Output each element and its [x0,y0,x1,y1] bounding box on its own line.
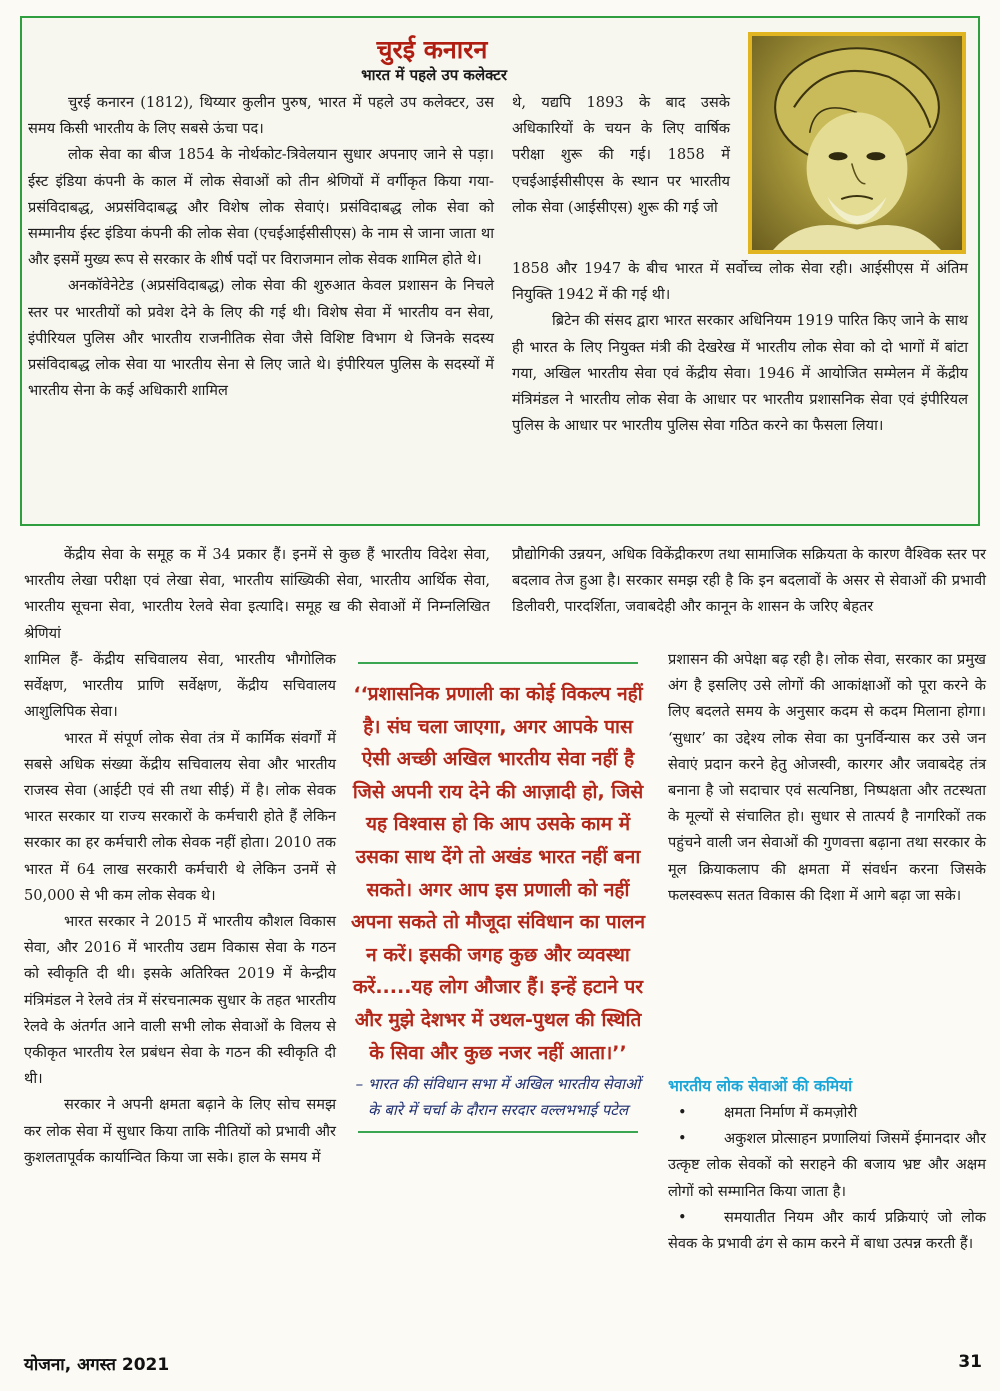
sidebar-left-column [28,90,494,404]
sidebar-paragraph: ब्रिटेन की संसद द्वारा भारत सरकार अधिनियम 1919 पारित किए जाने के साथ ही भारत के लिए नियुक्त मंत्री की देखरेख में भारतीय लोक सेवा को दो भागों में बांटा गया, अखिल भारतीय सेवा एवं केंद्रीय सेवा। 1946 में आयोजित सम्मेलन में केंद्रीय मंत्रिमंडल ने भारतीय लोक सेवा के आधार पर भारतीय प्रशासनिक सेवा एवं इंपीरियल पुलिस के आधार पर भारतीय पुलिस सेवा गठित करने का फैसला लिया। [512,312,968,435]
main-top-left-text [24,542,490,647]
body-paragraph: केंद्रीय सेवा के समूह क में 34 प्रकार हैं। इनमें से कुछ हैं भारतीय विदेश सेवा, भारतीय लेखा परीक्षा एवं लेखा सेवा, भारतीय सांख्यिकी सेवा, भारतीय आर्थिक सेवा, भारतीय सूचना सेवा, भारतीय रेलवे सेवा इत्यादि। समूह ख की सेवाओं में निम्नलिखित श्रेणियां [24,546,490,642]
sidebar-paragraph: चुरई कनारन (1812), थिय्यार कुलीन पुरुष, भारत में पहले उप कलेक्टर, उस समय किसी भारतीय के लिए सबसे ऊंचा पद। [28,94,494,138]
body-paragraph: शामिल हैं- केंद्रीय सचिवालय सेवा, भारतीय भौगोलिक सर्वेक्षण, भारतीय प्राणि सर्वेक्षण, केंद्रीय सचिवालय आशुलिपिक सेवा। [24,651,336,721]
sidebar-paragraph: अनकॉवेनेटेड (अप्रसंविदाबद्ध) लोक सेवा की शुरुआत केवल प्रशासन के निचले स्तर पर भारतीयों को प्रवेश देने के लिए की गई थी। विशेष सेवा में भारतीय वन सेवा, इंपीरियल पुलिस और भारतीय राजनीतिक सेवा जैसे विशिष्ट विभाग थे जिनके सदस्य प्रसंविदाबद्ध लोक सेवा या भारतीय सेना से लिए जाते थे। इंपीरियल पुलिस के सदस्यों में भारतीय सेना के कई अधिकारी शामिल [28,277,494,400]
body-paragraph: भारत सरकार ने 2015 में भारतीय कौशल विकास सेवा, और 2016 में भारतीय उद्यम विकास सेवा के गठन को स्वीकृति दी थी। इसके अतिरिक्त 2019 में केन्द्रीय मंत्रिमंडल ने रेलवे तंत्र में संरचनात्मक सुधार के तहत भारतीय रेलवे के अंतर्गत आने वाली सभी लोक सेवाओं के विलय से एकीकृत भारतीय रेल प्रबंधन सेवा के गठन की स्वीकृति दी थी। [24,913,336,1088]
bullet-icon: • [678,1130,687,1148]
quote-text: ‘‘प्रशासनिक प्रणाली का कोई विकल्प नहीं है। संघ चला जाएगा, अगर आपके पास ऐसी अच्छी अखिल भारतीय सेवा नहीं है जिसे अपनी राय देने की आज़ादी हो, जिसे यह विश्वास हो कि आप उसके काम में उसका साथ देंगे तो अखंड भारत नहीं बना सकते। अगर आप इस प्रणाली को नहीं अपना सकते तो मौजूदा संविधान का पालन न करें। इसकी जगह कुछ और व्यवस्था करें.....यह लोग औजार हैं। इन्हें हटाने पर और मुझे देशभर में उथल-पुथल की स्थिति के सिवा और कुछ नजर नहीं आता।’’ [350,683,645,1064]
bullet-text: अकुशल प्रोत्साहन प्रणालियां जिसमें ईमानदार और उत्कृष्ट लोक सेवकों को सराहने की बजाय भ्रष्ट और अक्षम लोगों को सम्मानित किया जाता है। [668,1130,986,1200]
sidebar-right-narrow [512,90,730,221]
sidebar-paragraph: 1858 और 1947 के बीच भारत में सर्वोच्च लोक सेवा रही। आईसीएस में अंतिम नियुक्ति 1942 में की गई थी। [512,260,968,304]
bullet-list [668,1100,986,1257]
quote-divider-bottom [358,1131,638,1133]
sidebar-title: चुरई कनारन [376,35,488,64]
portrait-icon [752,36,962,250]
bullet-item [668,1205,986,1257]
portrait-image [748,32,966,254]
bullet-text: क्षमता निर्माण में कमज़ोरी [724,1104,858,1121]
main-top-right-text [512,542,986,621]
quote-attribution: – भारत की संविधान सभा में अखिल भारतीय सेवाओं के बारे में चर्चा के दौरान सरदार वल्लभभाई पटेल [355,1075,641,1120]
publication-footer: योजना, अगस्त 2021 [24,1355,170,1375]
page-number: 31 [958,1352,982,1372]
sidebar-paragraph: लोक सेवा का बीज 1854 के नोर्थकोट-त्रिवेलयान सुधार अपनाए जाने से पड़ा। ईस्ट इंडिया कंपनी के काल में लोक सेवाओं को तीन श्रेणियों में वर्गीकृत किया गया- प्रसंविदाबद्ध, अप्रसंविदाबद्ध और विशेष लोक सेवाएं। प्रसंविदाबद्ध लोक सेवा को सम्मानीय ईस्ट इंडिया कंपनी की लोक सेवा (एचईआईसीसीएस) के नाम से जाना जाता था और इसमें मुख्य रूप से सरकार के शीर्ष पदों पर विराजमान लोक सेवक शामिल होते थे। [28,146,494,269]
sidebar-right-wide [512,256,968,439]
body-paragraph: प्रशासन की अपेक्षा बढ़ रही है। लोक सेवा, सरकार का प्रमुख अंग है इसलिए उसे लोगों की आकांक्षाओं को पूरा करने के लिए बदलते समय के अनुसार कदम से कदम मिलाना होगा। ‘सुधार’ का उद्देश्य लोक सेवा का पुनर्विन्यास कर उसे जन सेवाएं प्रदान करने हेतु ओजस्वी, कारगर और जवाबदेह तंत्र बनाना है जो सदाचार एवं सत्यनिष्ठा, निष्पक्षता और तटस्थता के मूल्यों से संचालित हो। सुधार से तात्पर्य है नागरिकों तक पहुंचने वाली जन सेवाओं की गुणवत्ता बढ़ाना तथा सरकार के मूल क्रियाकलाप की क्षमता में संवर्धन करना जिसके फलस्वरूप सतत विकास की दिशा में आगे बढ़ा जा सके। [668,651,986,904]
main-left-column [24,647,336,1171]
bullet-item [668,1100,986,1126]
section-heading: भारतीय लोक सेवाओं की कमियां [668,1077,853,1095]
bullet-icon: • [678,1208,687,1226]
body-paragraph: प्रौद्योगिकी उन्नयन, अधिक विकेंद्रीकरण तथा सामाजिक सक्रियता के कारण वैश्विक स्तर पर बदलाव तेज हुआ है। सरकार समझ रही है कि इन बदलावों के असर से सेवाओं की प्रभावी डिलीवरी, पारदर्शिता, जवाबदेही और कानून के शासन के जरिए बेहतर [512,546,986,616]
bullet-text: समयातीत नियम और कार्य प्रक्रियाएं जो लोक सेवक के प्रभावी ढंग से काम करने में बाधा उत्पन्न करती हैं। [668,1208,986,1253]
bullet-icon: • [678,1104,687,1121]
sidebar-paragraph: थे, यद्यपि 1893 के बाद उसके अधिकारियों के चयन के लिए वार्षिक परीक्षा शुरू की गई। 1858 में एचईआईसीसीएस के स्थान पर भारतीय लोक सेवा (आईसीएस) शुरू की गई जो [512,94,730,216]
body-paragraph: सरकार ने अपनी क्षमता बढ़ाने के लिए सोच समझ कर लोक सेवा में सुधार किया ताकि नीतियों को प्रभावी और कुशलतापूर्वक कार्यान्वित किया जा सके। हाल के समय में [24,1096,336,1166]
sidebar-box [20,16,980,526]
sidebar-subtitle: भारत में पहले उप कलेक्टर [361,66,507,84]
pull-quote [348,662,648,1292]
body-paragraph: भारत में संपूर्ण लोक सेवा तंत्र में कार्मिक संवर्गों में सबसे अधिक संख्या केंद्रीय सचिवालय सेवा और भारतीय राजस्व सेवा (आईटी एवं सी तथा सीई) में है। लोक सेवक भारत सरकार या राज्य सरकारों के कर्मचारी होते हैं लेकिन सरकार का हर कर्मचारी लोक सेवक नहीं होता। 2010 तक भारत में 64 लाख सरकारी कर्मचारी थे लेकिन उनमें से 50,000 से भी कम लोक सेवक थे। [24,729,336,904]
main-right-column [668,647,986,909]
bullet-item [668,1126,986,1205]
quote-divider-top [358,662,638,664]
